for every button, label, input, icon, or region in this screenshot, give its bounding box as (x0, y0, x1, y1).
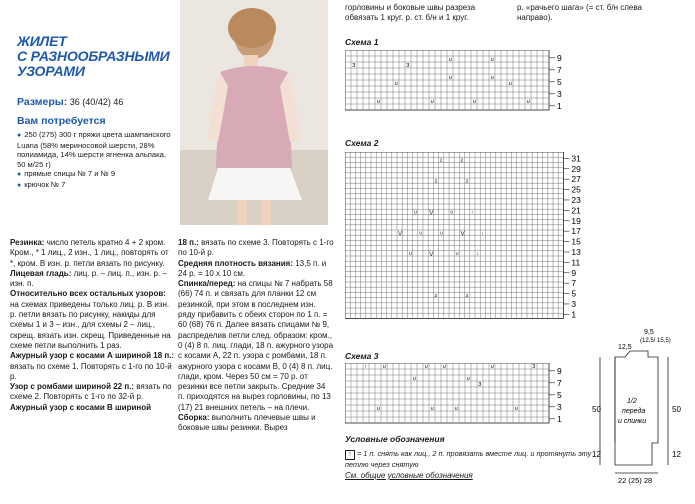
piece-label: и спинки (618, 418, 647, 425)
stitch-symbol: ∪ (508, 81, 513, 88)
piece-label: 1/2 (627, 398, 637, 405)
k2tog-symbol-icon: ↑ (345, 450, 355, 460)
row-number: 7 (557, 64, 562, 75)
stitch-symbol: ∪ (376, 406, 381, 413)
row-number: 5 (557, 389, 562, 400)
legend-entry: ↑ = 1 п. снять как лиц., 2 п. провязать вместе лиц. и протянуть эту петлю через снятую (345, 449, 592, 469)
paragraph: Сборка: выполнить плечевые швы и боковые швы резинки. Вырез (178, 413, 316, 433)
instructions-column-1 (10, 238, 176, 413)
stitch-symbol: 3 (478, 382, 482, 389)
bottom-right-label: 12 (672, 450, 681, 459)
stitch-symbol: ∪ (376, 99, 381, 106)
row-number: 3 (571, 298, 577, 309)
materials-heading: Вам потребуется (17, 115, 106, 127)
scheme-1-grid (345, 50, 575, 112)
row-number: 9 (557, 52, 562, 63)
sizes-label: Размеры: (17, 96, 68, 108)
legend-title: Условные обозначения (345, 434, 445, 444)
stitch-symbol: 2 (434, 293, 438, 299)
scheme-3-grid (345, 363, 575, 425)
stitch-symbol: 3 (406, 63, 410, 70)
stitch-symbol: ∪ (424, 364, 429, 371)
instructions-column-2 (178, 238, 334, 434)
stitch-symbol: ∪ (490, 75, 495, 82)
stitch-symbol: ∪ (418, 231, 423, 237)
height-left-label: 50 (592, 405, 601, 414)
title-line: С РАЗНООБРАЗНЫМИ (17, 48, 170, 64)
row-number: 21 (571, 205, 581, 216)
title-line: ЖИЛЕТ (17, 33, 67, 49)
stitch-symbol: ∪ (472, 99, 477, 106)
stitch-symbol: 2 (465, 293, 469, 299)
model-photo (180, 0, 328, 225)
paragraph: Относительно всех остальных узоров: на схемах приведены только лиц. р. В изн. р. петли вязать по рисунку, накиды для схемы 1 и 3 – изн., для схемы 2 – лиц., скрещ. вязать изн. скрещ. Приведенные на схеме петли выполнить 1 раз. (10, 289, 171, 350)
stitch-symbol: 2 (465, 179, 469, 185)
stitch-symbol: 2 (439, 158, 443, 164)
material-item: ● 250 (275) 300 г пряжи цвета шампанского Luana (58% мериносовой шерсти, 28% полиамида, 14% шерсти ягненка альпака, 50 м/25 г) (17, 130, 171, 169)
row-number: 15 (571, 236, 581, 247)
article-title (17, 34, 170, 79)
row-number: 3 (557, 401, 562, 412)
paragraph: Ажурный узор с косами А шириной 18 п.: вязать по схеме 1. Повторять с 1-го по 10-й р. (10, 351, 175, 381)
stitch-symbol: ⋁ (429, 252, 434, 258)
row-number: 1 (571, 309, 577, 320)
row-number: 1 (557, 100, 562, 111)
stitch-symbol: 2 (434, 179, 438, 185)
top-width-alt-label: (12,5/ 15,5) (640, 338, 671, 344)
row-number: 5 (557, 76, 562, 87)
stitch-symbol: ↓ (476, 252, 479, 258)
legend-link[interactable]: См. общие условные обозначения (345, 471, 473, 480)
paragraph: 18 п.: вязать по схеме 3. Повторять с 1-го по 10-й р. (178, 238, 334, 258)
stitch-symbol: 3 (352, 63, 356, 70)
stitch-symbol: ↓ (481, 231, 484, 237)
stitch-symbol: ⋁ (398, 231, 403, 237)
stitch-symbol: ∪ (490, 364, 495, 371)
stitch-symbol: ∪ (490, 57, 495, 64)
row-number: 27 (571, 174, 581, 185)
row-number: 17 (571, 226, 581, 237)
bullet-icon: ● (17, 132, 22, 139)
stitch-symbol: ∪ (439, 231, 444, 237)
paragraph: Резинка: число петель кратно 4 + 2 кром. Кром., * 1 лиц., 2 изн., 1 лиц., повторять от *, кром. В изн. р. петли вязать по рисунку. (10, 238, 169, 268)
row-number: 5 (571, 288, 577, 299)
paragraph: Средняя плотность вязания: 13,5 п. и 24 р. = 10 х 10 см. (178, 258, 327, 278)
scheme-1-title: Схема 1 (345, 37, 379, 47)
pattern-schematic (590, 325, 695, 504)
assembly-continued: горловины и боковые швы разреза обвязать 1 круг. р. ст. б/н и 1 круг. (345, 3, 476, 22)
scheme-2-grid (345, 152, 620, 322)
stitch-symbol: ∪ (455, 252, 459, 258)
bullet-icon: ● (17, 181, 22, 189)
paragraph: Ажурный узор с косами В шириной (10, 402, 152, 412)
row-number: 7 (571, 278, 577, 289)
materials-list (17, 130, 175, 191)
material-item: ● прямые спицы № 7 и № 9 (17, 169, 116, 179)
stitch-symbol: ∪ (448, 75, 453, 82)
row-number: 31 (571, 153, 581, 164)
assembly-continued-2: р. «рачьего шага» (= ст. б/н слева направо). (517, 3, 642, 22)
title-line: УЗОРАМИ (17, 63, 85, 79)
stitch-symbol: ∪ (442, 364, 447, 371)
stitch-symbol: ∪ (526, 99, 531, 106)
material-item: ● крючок № 7 (17, 179, 66, 189)
stitch-symbol: ∪ (450, 210, 454, 216)
height-right-label: 50 (672, 405, 681, 414)
paragraph: Узор с ромбами шириной 22 п.: вязать по схеме 2. Повторять с 1-го по 32-й р. (10, 382, 172, 402)
paragraph: Лицевая гладь: лиц. р. – лиц. п., изн. р. – изн. п. (10, 268, 167, 289)
row-number: 9 (571, 267, 577, 278)
top-width-label: 9,5 (644, 329, 654, 336)
row-number: 3 (557, 88, 562, 99)
model-illustration (180, 0, 328, 225)
row-number: 11 (571, 257, 581, 268)
stitch-symbol: ∪ (394, 81, 399, 88)
stitch-symbol: ↑ (364, 364, 368, 371)
stitch-symbol: ∪ (382, 364, 387, 371)
stitch-symbol: ↓ (470, 210, 474, 216)
sizes (17, 96, 123, 108)
sizes-value: 36 (40/42) 46 (69, 97, 124, 107)
row-number: 23 (571, 194, 581, 205)
bullet-icon: ● (17, 171, 22, 179)
stitch-symbol: ∪ (448, 57, 453, 64)
piece-label: переда (622, 408, 646, 415)
stitch-symbol: ⋁ (429, 210, 434, 216)
stitch-symbol: ∪ (430, 406, 435, 413)
row-number: 1 (557, 413, 562, 424)
row-number: 13 (571, 246, 581, 257)
stitch-symbol: 2 (460, 158, 464, 164)
bottom-width-label: 22 (25) 28 (618, 476, 653, 485)
stitch-symbol: ∪ (454, 406, 459, 413)
stitch-symbol: ∪ (430, 99, 435, 106)
row-number: 9 (557, 365, 562, 376)
stitch-symbol: ∪ (408, 252, 413, 258)
stitch-symbol: ∪ (466, 376, 471, 383)
neck-label: 12,5 (618, 344, 632, 351)
stitch-symbol: ∪ (413, 210, 418, 216)
stitch-symbol: ∪ (514, 406, 519, 413)
paragraph: Спинка/перед: на спицы № 7 набрать 58 (66) 74 п. и связать для планки 12 см резинкой, при этом в последнем изн. ряду прибавить с обеих сторон по 1 п. = 60 (68) 76 п. Далее вязать спицами № 9, распределив петли след. образом: кром., 0 (4) 8 п. лиц. глади, 18 п. ажурного узора с косами А, 22 п. узора с ромбами, 18 п. ажурного узора с косами В, 0 (4) 8 п. лиц. глади, кром. Через 50 см = 70 р. от резинки все петли закрыть. Средние 34 п. приходятся на вырез горловины, по 13 (17) 21 внешних петель – на плечи. (178, 279, 334, 412)
scheme-3-title: Схема 3 (345, 351, 379, 361)
scheme-2-title: Схема 2 (345, 138, 379, 148)
stitch-symbol: ∪ (412, 376, 417, 383)
row-number: 7 (557, 377, 562, 388)
row-number: 29 (571, 163, 581, 174)
stitch-symbol: ⋁ (460, 231, 465, 237)
row-number: 25 (571, 184, 581, 195)
row-number: 19 (571, 215, 581, 226)
bottom-left-label: 12 (592, 450, 601, 459)
stitch-symbol: 3 (532, 364, 536, 371)
